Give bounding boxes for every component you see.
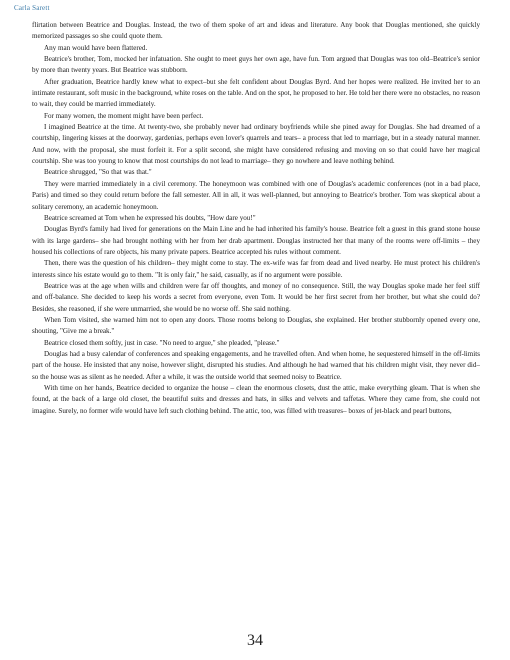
- paragraph: Beatrice's brother, Tom, mocked her infatuation. She ought to meet guys her own age, have fun. Tom argued that Douglas was too old–Beatrice's senior by more than twenty years. But Beatrice was stubborn.: [32, 55, 480, 75]
- paragraph: Beatrice screamed at Tom when he expressed his doubts, "How dare you!": [44, 213, 256, 222]
- paragraph: Douglas had a busy calendar of conferences and speaking engagements, and he travelled often. And when home, he sequestered himself in the off-limits part of the house. He insisted that any noise, however slight, disrupted his studies. And although he had warned that his children might visit, they never did–so the house was as silent as he needed. After a while, it was the outside world that seemed noisy to Beatrice.: [32, 349, 480, 381]
- paragraph: Then, there was the question of his children– they might come to stay. The ex-wife was far from dead and lived nearby. He must protect his children's interests since his estate would go to them. "It is only fair," he said, casually, as if no argument were possible.: [32, 259, 480, 279]
- paragraph: Beatrice closed them softly, just in case. "No need to argue," she pleaded, "please.": [44, 338, 280, 347]
- paragraph: Beatrice was at the age when wills and children were far off thoughts, and money of no consequence. Still, the way Douglas spoke made her feel stiff and off-balance. She decided to keep his words a secret from everyone, even Tom. It would be her first secret from her brother, but what she could do? Besides, she reasoned, if she were unmarried, she would be no worse off. She said nothing.: [32, 281, 480, 313]
- paragraph: They were married immediately in a civil ceremony. The honeymoon was combined with one of Douglas's academic conferences (not in a bad place, Paris) and timed so they could return before the fall semester. All in all, it was well-planned, but annoying to Beatrice's brother. Tom was skeptical about a solitary ceremony, an academic honeymoon.: [32, 179, 480, 211]
- paragraph: Douglas Byrd's family had lived for generations on the Main Line and he had inherited his family's house. Beatrice felt a guest in this grand stone house with its large gardens– she had brought nothing with her from her drab apartment. Douglas instructed her that many of the rooms were off-limits – they housed his collections of rare objects, his many private papers. Beatrice accepted his rules without comment.: [32, 225, 480, 256]
- paragraph: For many women, the moment might have been perfect.: [44, 111, 204, 120]
- paragraph: After graduation, Beatrice hardly knew what to expect–but she felt confident about Douglas Byrd. And her hopes were realized. He invited her to an intimate restaurant, soft music in the background, white roses on the table. And on the spot, he proposed to her. He told her there were no obstacles, no reason to wait, they could be married immediately.: [32, 77, 480, 109]
- paragraph: Any man would have been flattered.: [44, 43, 148, 52]
- running-head: Carla Sarett: [14, 4, 50, 12]
- page-number: 34: [247, 632, 263, 649]
- paragraph: With time on her hands, Beatrice decided to organize the house – clean the enormous closets, dust the attic, make everything gleam. That is when she found, at the back of a large old closet, the beautiful suits and dresses and hats, in silks and velvets and taffetas. Where they came from, she could not imagine. Surely, no former wife would have left such clothing behind. The attic, too, was filled with treasures– boxes of jet-black and pearl buttons,: [32, 384, 480, 415]
- paragraph: flirtation between Beatrice and Douglas. Instead, the two of them spoke of art and ideas and literature. Any book that Douglas mentioned, she quickly memorized passages so she could quote them.: [32, 21, 480, 41]
- paragraph: When Tom visited, she warned him not to open any doors. Those rooms belong to Douglas, she explained. Her brother stubbornly opened every one, shouting, "Give me a break.": [32, 315, 480, 336]
- paragraph: Beatrice shrugged, "So that was that.": [44, 168, 152, 177]
- body-text: [32, 20, 480, 630]
- paragraph: I imagined Beatrice at the time. At twenty-two, she probably never had ordinary boyfriends while she pined away for Douglas. She had dreamed of a courtship, lingering kisses at the doorway, gardenias, perhaps even lover's quarrels and tears– a process that led to marriage, but in a steady natural manner. And now, with the proposal, she must forfeit it. For a split second, she might have considered refusing and moving on so that could have her magical courtship. She was too young to know that most courtships do not lead to marriage– they go nowhere and leave nothing behind.: [32, 123, 480, 166]
